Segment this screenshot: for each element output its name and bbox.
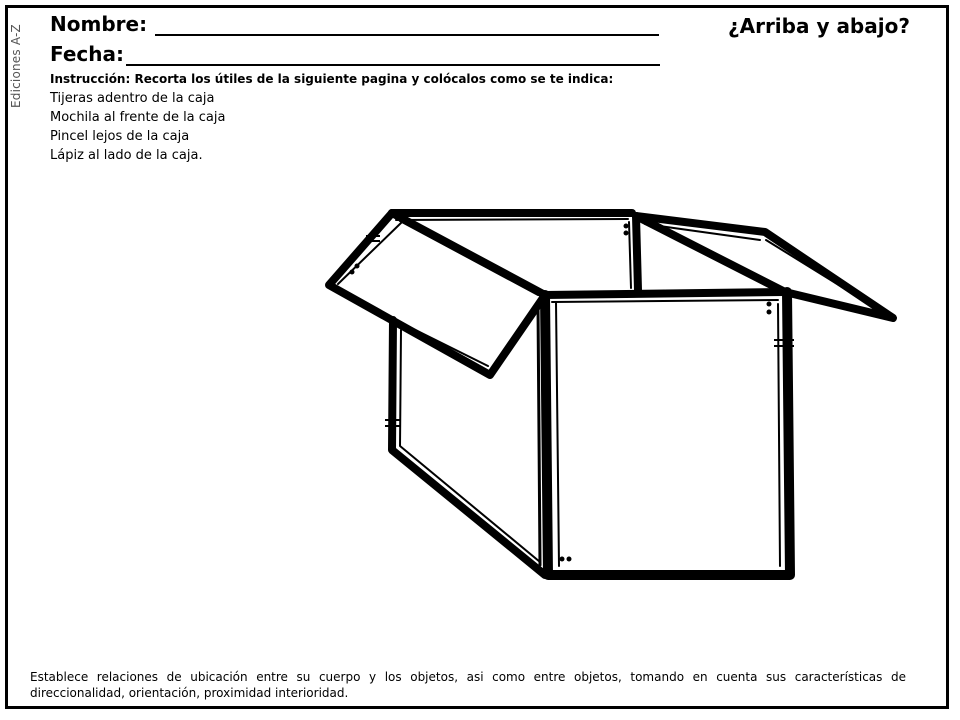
box-left-side bbox=[392, 320, 545, 575]
staple-dot bbox=[567, 557, 572, 562]
name-label: Nombre: bbox=[50, 12, 148, 36]
staple-dot bbox=[767, 302, 772, 307]
box-top-left-rim bbox=[392, 213, 545, 295]
box-top-front-rim bbox=[545, 292, 785, 295]
box-top-front-rim-inner bbox=[552, 300, 778, 302]
staple-dot bbox=[624, 224, 629, 229]
box-left-side-front-edge bbox=[538, 305, 540, 565]
worksheet-title: ¿Arriba y abajo? bbox=[728, 14, 910, 38]
instruction-step: Mochila al frente de la caja bbox=[50, 110, 226, 125]
box-back-rim-inner bbox=[396, 219, 628, 220]
instruction-text: Instrucción: Recorta los útiles de la siguiente pagina y colócalos como se te indica: bbox=[50, 72, 614, 86]
staple-dot bbox=[350, 270, 355, 275]
date-label: Fecha: bbox=[50, 42, 125, 66]
staple-dot bbox=[355, 264, 360, 269]
publisher-credit: Ediciones A-Z bbox=[9, 24, 23, 108]
box-back-edge bbox=[636, 216, 638, 290]
staple-dot bbox=[560, 557, 565, 562]
box-front-face-inner bbox=[556, 302, 780, 566]
staple-dot bbox=[767, 310, 772, 315]
footer-learning-goal: Establece relaciones de ubicación entre su cuerpo y los objetos, asi como entre objetos, tomando en cuenta sus características de direccionalidad, orientación, proximidad interioridad. bbox=[30, 670, 906, 700]
instruction-step: Tijeras adentro de la caja bbox=[50, 91, 215, 106]
instruction-step: Lápiz al lado de la caja. bbox=[50, 148, 203, 163]
box-top-left-rim-inner bbox=[400, 221, 538, 295]
box-back-edge-inner bbox=[629, 222, 631, 288]
box-front-face bbox=[545, 292, 790, 575]
box-left-flap-inner bbox=[337, 222, 488, 366]
instruction-step: Pincel lejos de la caja bbox=[50, 129, 190, 144]
staple-dot bbox=[624, 231, 629, 236]
